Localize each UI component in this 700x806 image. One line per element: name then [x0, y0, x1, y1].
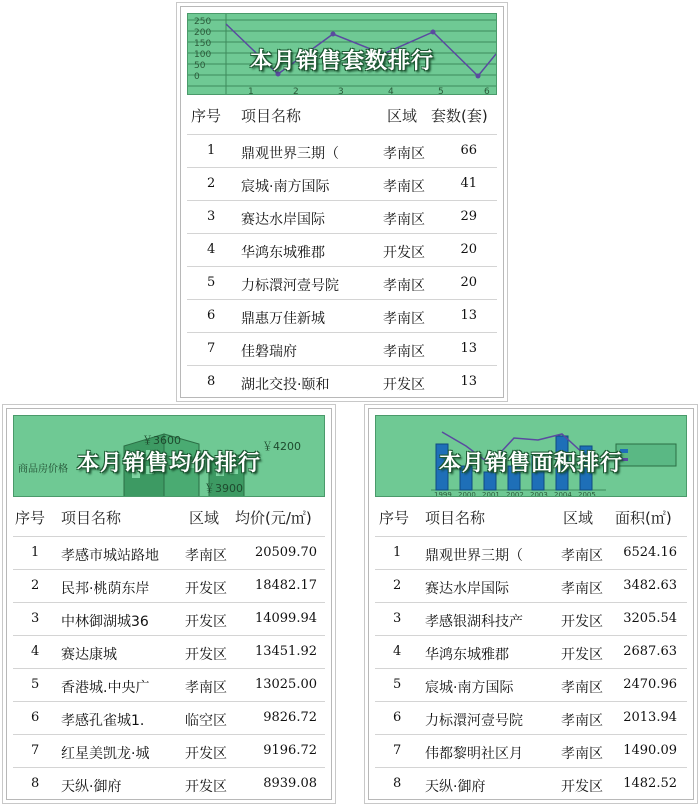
row-value: 9826.72 [263, 710, 317, 725]
row-project-name: 华鸿东城雅郡 [425, 647, 509, 663]
row-district: 开发区 [383, 245, 425, 261]
row-value: 13025.00 [254, 677, 317, 692]
row-district: 孝南区 [561, 581, 603, 597]
row-rank: 6 [393, 710, 402, 725]
row-value: 20 [460, 275, 477, 290]
row-district: 开发区 [185, 614, 227, 630]
svg-text:3: 3 [338, 87, 344, 96]
row-project-name: 华鸿东城雅郡 [241, 245, 325, 261]
row-project-name: 孝感孔雀城1. [61, 713, 145, 729]
col-value: 套数(套) [431, 107, 488, 125]
row-district: 开发区 [383, 377, 425, 393]
table-row [187, 167, 497, 200]
svg-text:2001: 2001 [482, 491, 500, 498]
svg-text:150: 150 [194, 39, 212, 49]
col-name: 项目名称 [425, 509, 486, 527]
row-value: 1490.09 [623, 743, 677, 758]
row-district: 开发区 [561, 614, 603, 630]
row-rank: 5 [31, 677, 40, 692]
row-rank: 1 [31, 545, 40, 560]
row-district: 开发区 [185, 581, 227, 597]
row-rank: 7 [207, 341, 216, 356]
row-value: 41 [460, 176, 477, 191]
col-rank: 序号 [15, 509, 46, 527]
col-value: 面积(㎡) [615, 509, 672, 527]
row-value: 2687.63 [623, 644, 677, 659]
svg-text:6: 6 [484, 87, 490, 96]
row-district: 孝南区 [185, 680, 227, 696]
row-rank: 4 [207, 242, 216, 257]
row-district: 孝南区 [383, 344, 425, 360]
svg-text:2000: 2000 [458, 491, 476, 498]
row-district: 孝南区 [383, 278, 425, 294]
row-project-name: 佳磐瑞府 [241, 344, 297, 360]
row-value: 14099.94 [254, 611, 317, 626]
table-row [187, 266, 497, 299]
row-value: 3205.54 [623, 611, 677, 626]
row-project-name: 赛达水岸国际 [241, 212, 325, 228]
row-project-name: 鼎观世界三期（ [241, 146, 339, 162]
table-header [187, 99, 497, 131]
row-value: 20 [460, 242, 477, 257]
row-value: 66 [460, 143, 477, 158]
row-district: 临空区 [185, 713, 227, 729]
table-row [187, 233, 497, 266]
svg-text:￥3900: ￥3900 [204, 482, 243, 495]
row-project-name: 香港城.中央广 [61, 680, 150, 696]
table-row [375, 767, 687, 800]
col-district: 区域 [387, 107, 418, 125]
row-district: 开发区 [185, 779, 227, 795]
row-district: 开发区 [185, 746, 227, 762]
col-district: 区域 [189, 509, 220, 527]
row-rank: 8 [207, 374, 216, 389]
row-value: 29 [460, 209, 477, 224]
row-district: 孝南区 [383, 146, 425, 162]
row-project-name: 赛达水岸国际 [425, 581, 509, 597]
row-value: 1482.52 [623, 776, 677, 791]
table-row [187, 332, 497, 365]
row-value: 13451.92 [254, 644, 317, 659]
row-value: 18482.17 [254, 578, 317, 593]
row-value: 13 [460, 374, 477, 389]
table-row [187, 134, 497, 167]
row-rank: 5 [393, 677, 402, 692]
row-rank: 6 [207, 308, 216, 323]
row-project-name: 天纵·御府 [61, 779, 122, 795]
table-row [13, 767, 325, 800]
row-district: 孝南区 [561, 680, 603, 696]
row-project-name: 力标澴河壹号院 [241, 278, 339, 294]
row-rank: 8 [31, 776, 40, 791]
row-value: 13 [460, 308, 477, 323]
table-row [375, 602, 687, 635]
row-project-name: 鼎惠万佳新城 [241, 311, 325, 327]
row-rank: 8 [393, 776, 402, 791]
table-row [187, 299, 497, 332]
row-rank: 2 [207, 176, 216, 191]
svg-text:0: 0 [194, 72, 200, 82]
svg-text:4: 4 [388, 87, 394, 96]
row-rank: 1 [393, 545, 402, 560]
row-district: 孝南区 [561, 548, 603, 564]
row-project-name: 红星美凯龙·城 [61, 746, 150, 762]
table-row [13, 536, 325, 569]
table-body [187, 134, 497, 398]
row-rank: 5 [207, 275, 216, 290]
svg-text:商品房价格: 商品房价格 [18, 464, 68, 475]
table-row [13, 734, 325, 767]
table-body [375, 536, 687, 800]
area-banner [375, 415, 687, 497]
table-row [187, 200, 497, 233]
table-row [375, 734, 687, 767]
row-value: 6524.16 [623, 545, 677, 560]
row-value: 20509.70 [254, 545, 317, 560]
col-district: 区域 [563, 509, 594, 527]
row-project-name: 湖北交投·颐和 [241, 377, 330, 393]
row-project-name: 鼎观世界三期（ [425, 548, 523, 564]
row-project-name: 宸城·南方国际 [425, 680, 514, 696]
table-row [13, 635, 325, 668]
svg-text:2003: 2003 [530, 491, 548, 498]
row-district: 孝南区 [185, 548, 227, 564]
row-value: 2470.96 [623, 677, 677, 692]
row-rank: 3 [31, 611, 40, 626]
svg-text:200: 200 [194, 28, 212, 38]
table-header [13, 501, 325, 533]
row-rank: 7 [31, 743, 40, 758]
row-district: 孝南区 [383, 212, 425, 228]
row-rank: 3 [207, 209, 216, 224]
svg-text:250: 250 [194, 17, 212, 27]
table-row [13, 701, 325, 734]
svg-text:1: 1 [248, 87, 254, 96]
col-rank: 序号 [191, 107, 222, 125]
row-project-name: 孝感银湖科技产 [425, 614, 523, 630]
col-name: 项目名称 [61, 509, 122, 527]
row-project-name: 孝感市城站路地 [61, 548, 159, 564]
table-row [13, 569, 325, 602]
row-value: 8939.08 [263, 776, 317, 791]
row-value: 9196.72 [263, 743, 317, 758]
svg-text:5: 5 [438, 87, 444, 96]
row-district: 开发区 [561, 647, 603, 663]
row-project-name: 民邦·桃荫东岸 [61, 581, 150, 597]
row-rank: 4 [31, 644, 40, 659]
row-project-name: 力标澴河壹号院 [425, 713, 523, 729]
row-district: 孝南区 [561, 746, 603, 762]
row-district: 开发区 [185, 647, 227, 663]
col-rank: 序号 [379, 509, 410, 527]
row-rank: 2 [31, 578, 40, 593]
panel-title: 本月销售均价排行 [76, 451, 261, 476]
row-rank: 2 [393, 578, 402, 593]
row-project-name: 宸城·南方国际 [241, 179, 330, 195]
row-rank: 6 [31, 710, 40, 725]
row-project-name: 中林御湖城36 [61, 614, 149, 630]
panel-title: 本月销售面积排行 [438, 451, 623, 476]
row-value: 13 [460, 341, 477, 356]
row-project-name: 赛达康城 [61, 647, 117, 663]
col-value: 均价(元/㎡) [235, 509, 312, 527]
table-row [375, 701, 687, 734]
row-value: 3482.63 [623, 578, 677, 593]
panel-title: 本月销售套数排行 [249, 49, 434, 74]
avg-price-ranking-panel [6, 408, 332, 800]
row-district: 孝南区 [383, 311, 425, 327]
svg-text:100: 100 [194, 50, 212, 60]
row-district: 孝南区 [561, 713, 603, 729]
svg-text:2002: 2002 [506, 491, 524, 498]
table-row [13, 668, 325, 701]
table-row [187, 365, 497, 398]
table-body [13, 536, 325, 800]
svg-text:1999: 1999 [434, 491, 452, 498]
sales-units-ranking-panel [180, 6, 504, 398]
table-row [375, 668, 687, 701]
table-row [375, 635, 687, 668]
row-rank: 3 [393, 611, 402, 626]
row-project-name: 伟都黎明社区月 [425, 746, 523, 762]
table-row [375, 536, 687, 569]
table-header [375, 501, 687, 533]
svg-text:50: 50 [194, 61, 206, 71]
area-ranking-panel [368, 408, 694, 800]
sales-units-banner [187, 13, 497, 95]
row-rank: 1 [207, 143, 216, 158]
svg-text:￥3600: ￥3600 [142, 434, 181, 447]
row-rank: 7 [393, 743, 402, 758]
col-name: 项目名称 [241, 107, 302, 125]
svg-text:2004: 2004 [554, 491, 572, 498]
table-row [375, 569, 687, 602]
row-project-name: 天纵·御府 [425, 779, 486, 795]
svg-text:￥4200: ￥4200 [262, 440, 301, 453]
row-district: 开发区 [561, 779, 603, 795]
row-district: 孝南区 [383, 179, 425, 195]
svg-text:2005: 2005 [578, 491, 596, 498]
svg-text:2: 2 [293, 87, 299, 96]
avg-price-banner [13, 415, 325, 497]
row-value: 2013.94 [623, 710, 677, 725]
row-rank: 4 [393, 644, 402, 659]
table-row [13, 602, 325, 635]
